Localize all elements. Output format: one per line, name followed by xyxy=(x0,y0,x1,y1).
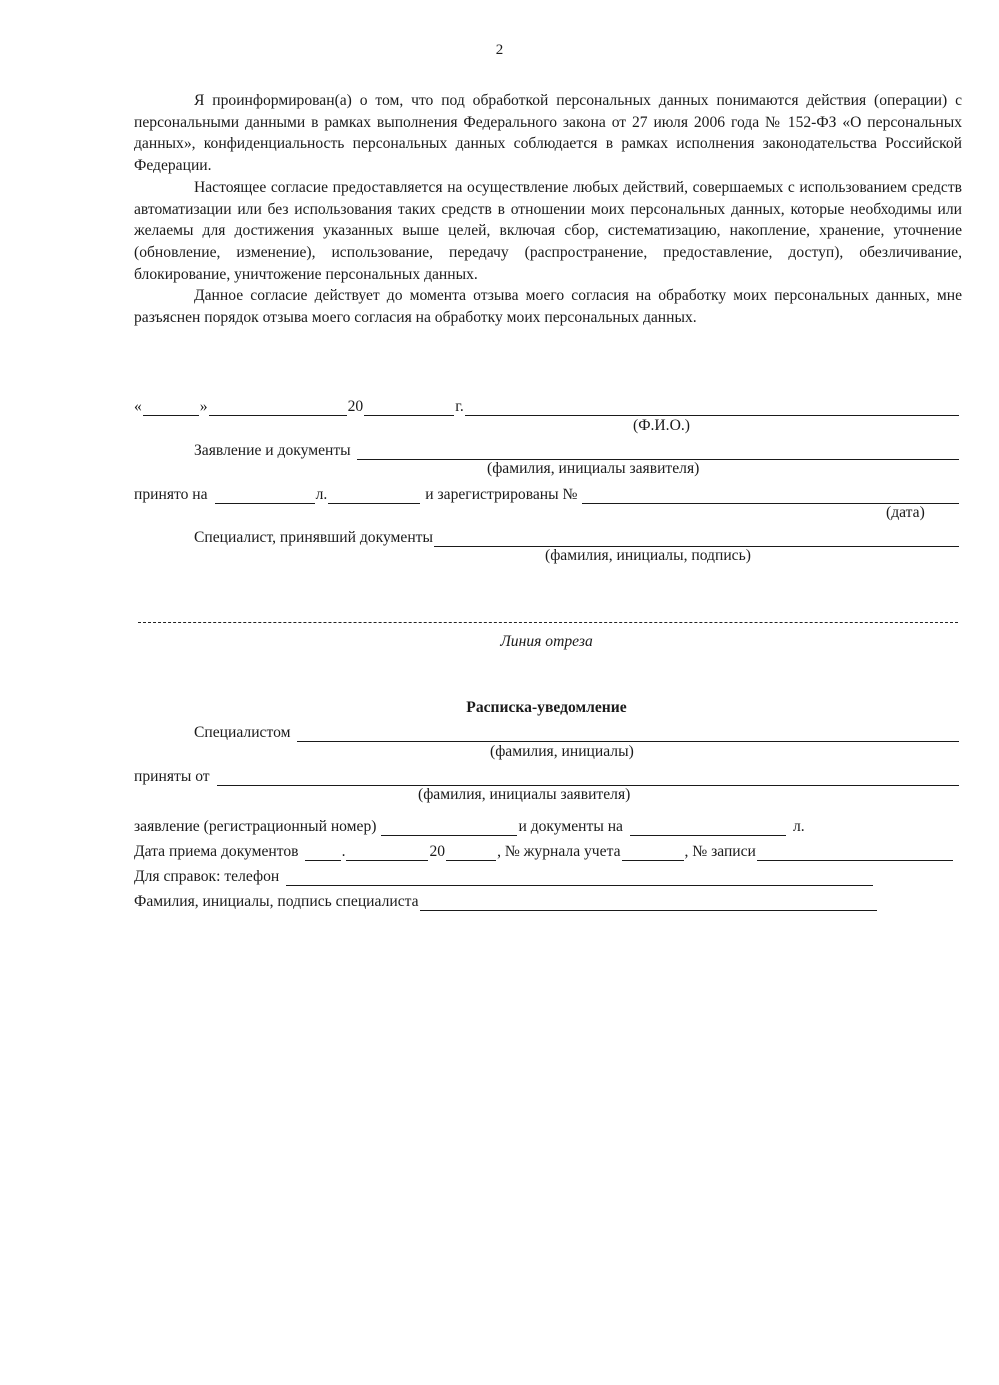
fio-field[interactable] xyxy=(465,400,959,416)
phone-field[interactable] xyxy=(286,870,873,886)
application-line xyxy=(134,814,894,836)
specialist-signature-line xyxy=(134,889,878,911)
open-quote: « xyxy=(134,398,142,415)
specialist-line xyxy=(134,525,960,547)
receipt-specialist-line xyxy=(134,720,960,742)
day-field[interactable] xyxy=(143,400,199,416)
applicant-caption-2: (фамилия, инициалы заявителя) xyxy=(418,786,631,803)
and-documents-label: и документы на xyxy=(518,818,623,835)
consent-text xyxy=(134,90,962,329)
registration-number-field[interactable] xyxy=(582,488,959,504)
by-specialist-label: Специалистом xyxy=(194,724,291,741)
sheets-label: л. xyxy=(315,486,328,503)
record-number-label: , № записи xyxy=(684,843,756,860)
cut-line-label: Линия отреза xyxy=(500,633,593,650)
phone-line xyxy=(134,864,874,886)
century-label: 20 xyxy=(347,398,364,415)
page-number: 2 xyxy=(495,42,504,58)
specialist-signature-label: Фамилия, инициалы, подпись специалиста xyxy=(134,893,419,910)
year-field[interactable] xyxy=(364,400,454,416)
accepted-from-field[interactable] xyxy=(217,770,959,786)
applicant-caption: (фамилия, инициалы заявителя) xyxy=(487,460,700,477)
year-suffix: г. xyxy=(455,398,464,415)
month-field[interactable] xyxy=(209,400,347,416)
initials-caption: (фамилия, инициалы) xyxy=(490,743,634,760)
paragraph-consent-scope: Настоящее согласие предоставляется на осуществление любых действий, совершаемых с использованием средств автоматизации или без использования таких средств в отношении моих персональных данных, которые необходимы или желаемы для достижения указанных выше целей, включая сбор, систематизацию, накопление, хранение, уточнение (обновление, изменение), использование, передачу (распространение, предоставление, доступ), обезличивание, блокирование, уничтожение персональных данных. xyxy=(134,178,962,283)
registered-label: и зарегистрированы № xyxy=(425,486,578,503)
documents-sheets-field[interactable] xyxy=(630,820,786,836)
reg-number-field[interactable] xyxy=(381,820,517,836)
date-received-label: Дата приема документов xyxy=(134,843,299,860)
documents-label: Заявление и документы xyxy=(194,442,351,459)
specialist-signature-field[interactable] xyxy=(420,895,877,911)
receipt-specialist-field[interactable] xyxy=(297,726,959,742)
documents-field[interactable] xyxy=(357,444,959,460)
accepted-from-line xyxy=(134,764,960,786)
date-caption: (дата) xyxy=(886,504,925,521)
phone-label: Для справок: телефон xyxy=(134,868,280,885)
sheets-extra-field[interactable] xyxy=(328,488,420,504)
specialist-accepted-label: Специалист, принявший документы xyxy=(194,529,433,546)
paragraph-processing-definition: Я проинформирован(а) о том, что под обработкой персональных данных понимаются действия (операции) с персональными данными в рамках выполнения Федерального закона от 27 июля 2006 года № 152-ФЗ «О персональных данных», конфиденциальность персональных данных соблюдается в рамках исполнения законодательства Российской Федерации. xyxy=(134,92,962,175)
signature-caption: (фамилия, инициалы, подпись) xyxy=(545,547,751,564)
cut-line xyxy=(138,622,958,623)
specialist-field[interactable] xyxy=(434,531,959,547)
date-received-line: Дата приема документов . 20 , № журнала учета , № записи xyxy=(134,839,954,861)
journal-number-field[interactable] xyxy=(622,845,684,861)
received-day-field[interactable] xyxy=(305,845,341,861)
receipt-sheets-label: л. xyxy=(792,818,805,835)
receipt-title: Расписка-уведомление xyxy=(466,699,627,716)
received-month-field[interactable] xyxy=(346,845,428,861)
documents-line xyxy=(134,438,960,460)
sheets-count-field[interactable] xyxy=(215,488,315,504)
accepted-from-label: приняты от xyxy=(134,768,210,785)
received-century-label: 20 xyxy=(429,843,446,860)
received-year-field[interactable] xyxy=(446,845,496,861)
accepted-on-label: принято на xyxy=(134,486,208,503)
application-reg-label: заявление (регистрационный номер) xyxy=(134,818,377,835)
fio-caption: (Ф.И.О.) xyxy=(633,417,690,434)
accepted-line xyxy=(134,482,960,504)
record-number-field[interactable] xyxy=(757,845,953,861)
date-signature-line xyxy=(134,394,960,416)
paragraph-consent-validity: Данное согласие действует до момента отзыва моего согласия на обработку моих персональных данных, мне разъяснен порядок отзыва моего согласия на обработку моих персональных данных. xyxy=(134,287,962,327)
close-quote: » xyxy=(199,398,208,415)
journal-number-label: , № журнала учета xyxy=(497,843,621,860)
